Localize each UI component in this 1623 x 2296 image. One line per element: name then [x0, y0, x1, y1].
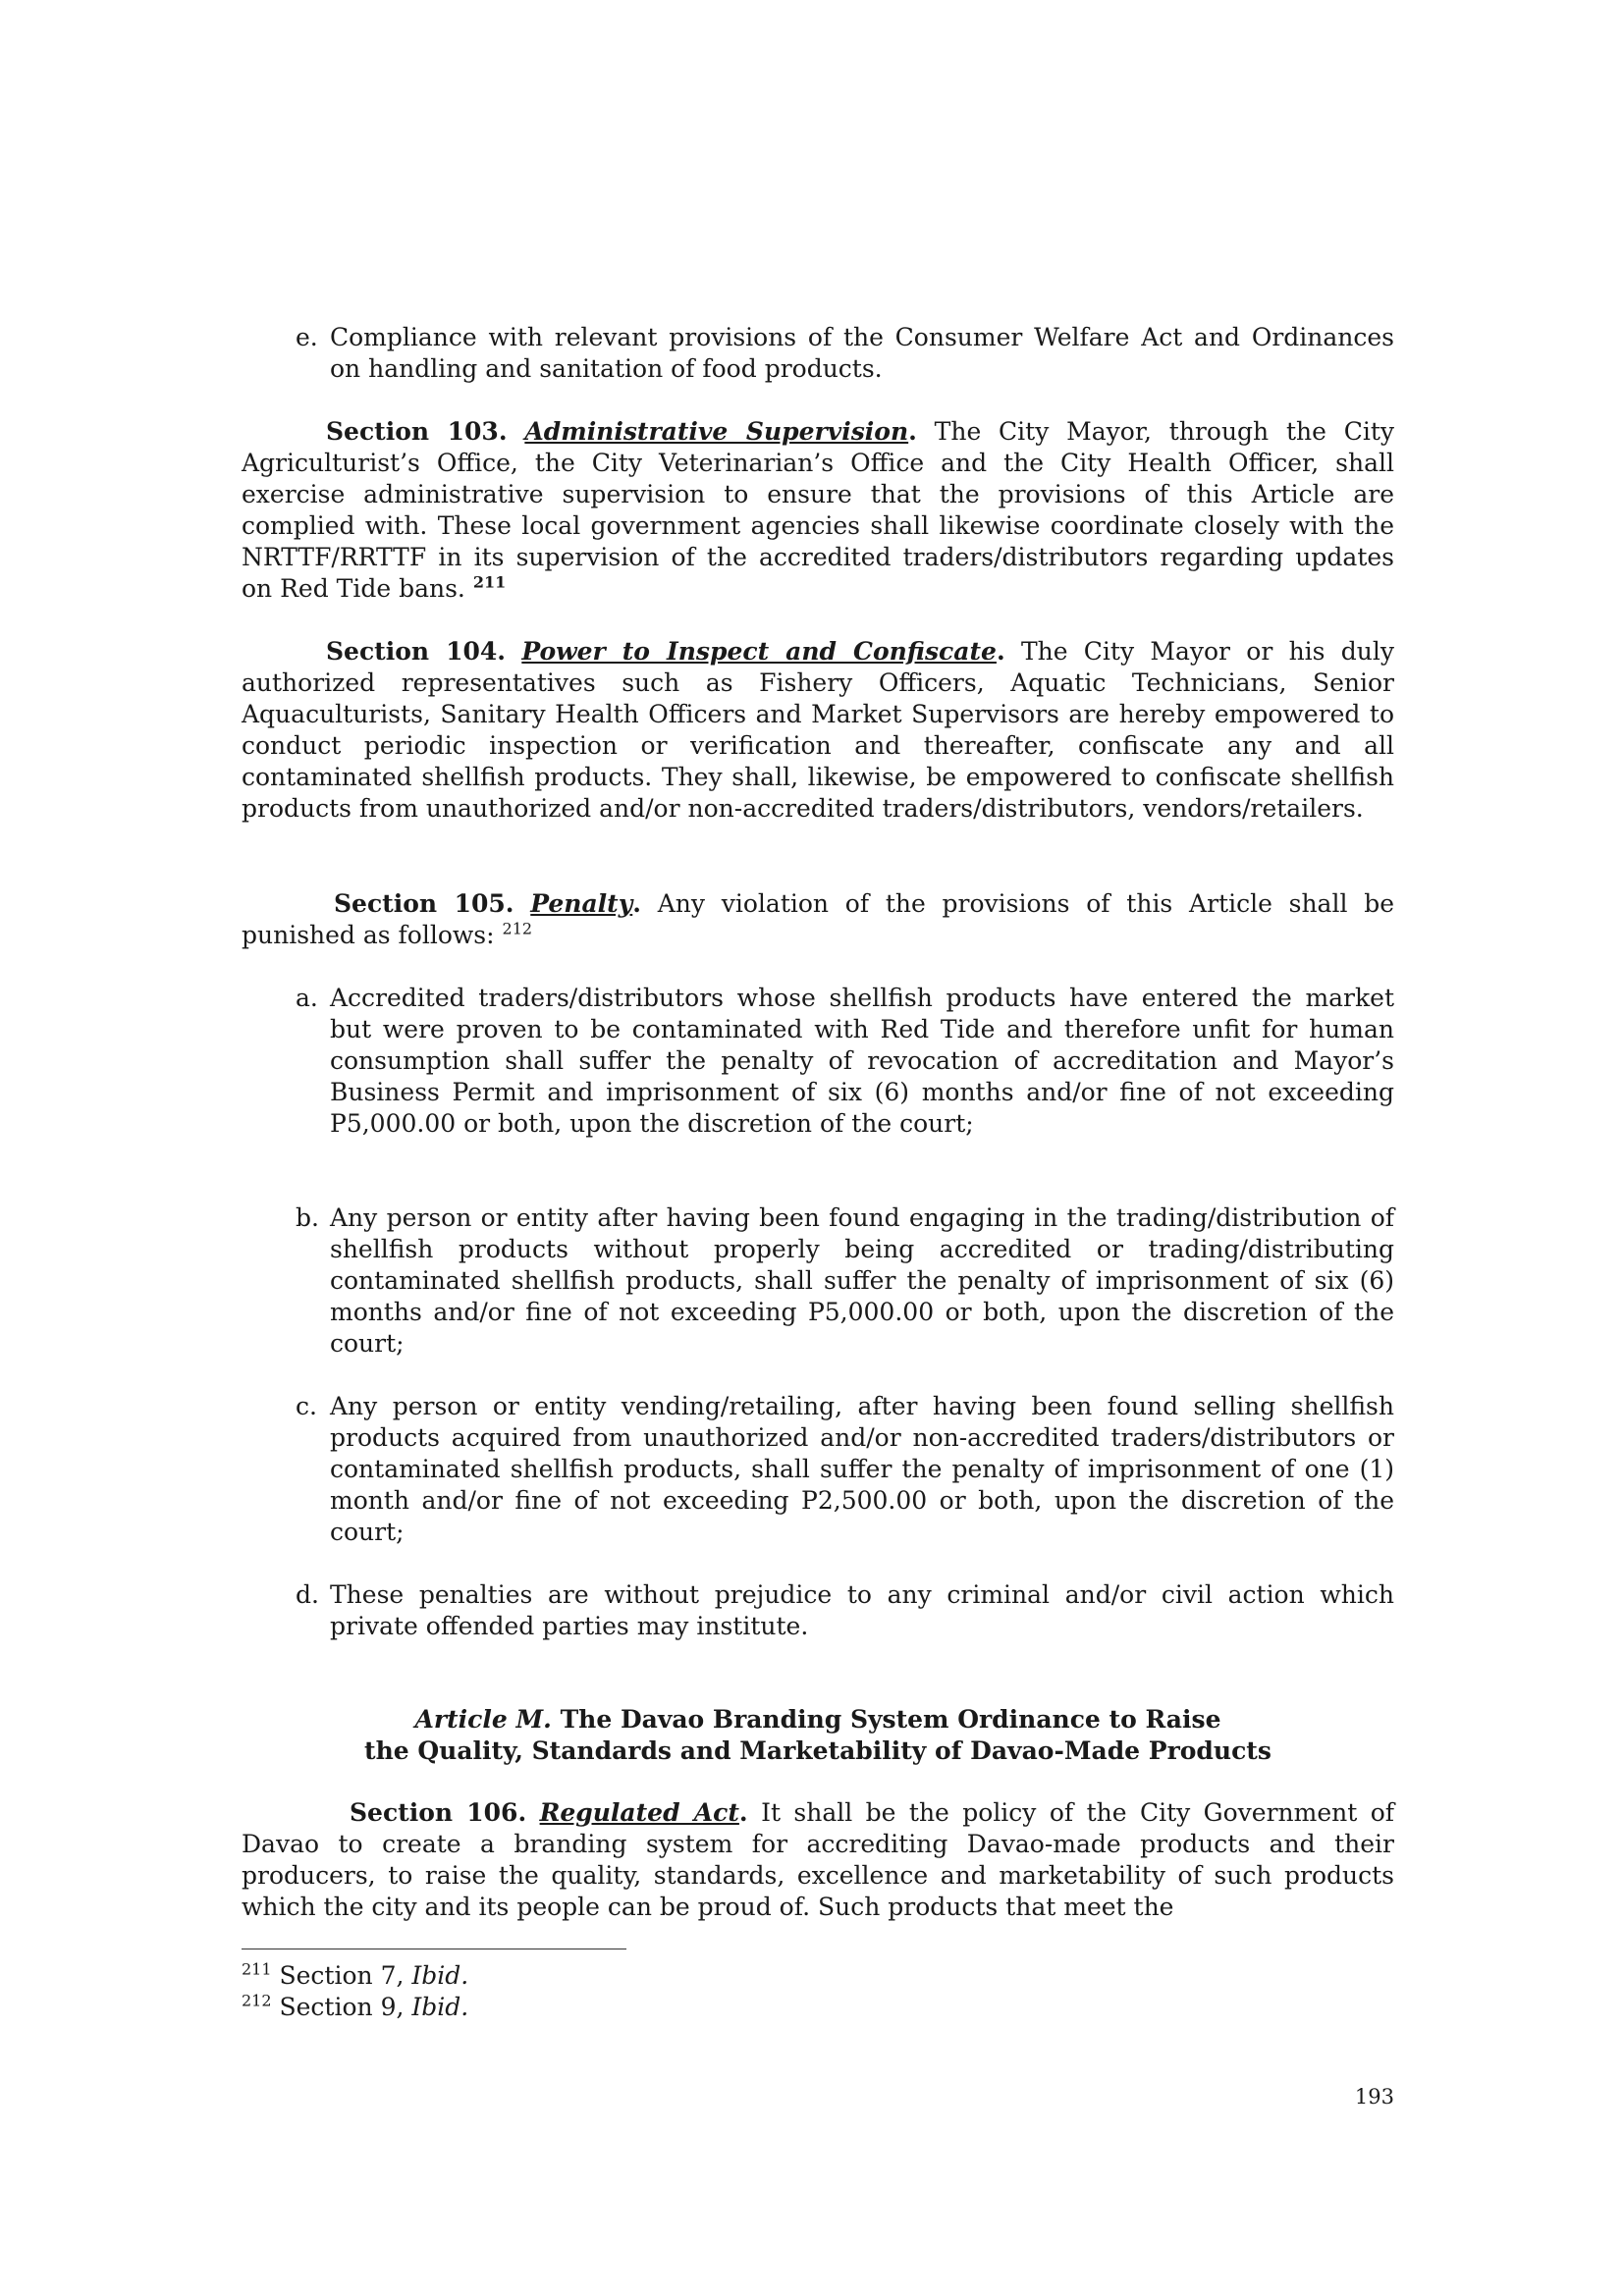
section-name: Power to Inspect and Confiscate [521, 637, 997, 666]
list-marker: c. [296, 1392, 317, 1420]
section-body: It shall be the policy of the City Government of Davao to create a branding system for accrediting Davao-made products and their producers, to raise the quality, standards, excellence and marketability of such products which the city and its people can be proud of. Such products that meet the [242, 1798, 1395, 1921]
list-marker: d. [296, 1580, 319, 1609]
section-number: Section 106. [350, 1798, 527, 1827]
section-body: Any violation of the provisions of this Article shall be punished as follows: [242, 889, 1395, 949]
section-name: Penalty [530, 889, 633, 918]
section-104: Section 104. Power to Inspect and Confiscate. The City Mayor or his duly authorized representatives such as Fishery Officers, Aquatic Technicians, Senior Aquaculturists, Sanitary Health Officers and Market Supervisors are hereby empowered to conduct periodic inspection or verification and thereafter, confiscate any and all contaminated shellfish products. They shall, likewise, be empowered to confiscate shellfish products from unauthorized and/or non-accredited traders/distributors, vendors/retailers. [242, 637, 1395, 823]
penalty-item-a [296, 983, 1394, 1140]
list-item-text: Accredited traders/distributors whose shellfish products have entered the market but were proven to be contaminated with Red Tide and therefore unfit for human consumption shall suffer the penalty of revocation of accreditation and Mayor’s Business Permit and imprisonment of six (6) months and/or fine of not exceeding P5,000.00 or both, upon the discretion of the court; [330, 984, 1394, 1138]
section-name: Regulated Act [539, 1798, 739, 1827]
article-title: The Davao Branding System Ordinance to Raise [560, 1705, 1221, 1734]
section-105: Section 105. Penalty. Any violation of the provisions of this Article shall be punished as follows: $^{212}$ [242, 889, 1395, 949]
footnote-reference: 211 [472, 572, 507, 592]
footnote-source: Ibid. [411, 1961, 469, 1990]
footnote-source: Ibid. [411, 1993, 469, 2021]
list-marker: a. [296, 984, 318, 1012]
footnote-reference: 212 [502, 919, 533, 938]
list-item-text: These penalties are without prejudice to any criminal and/or civil action which private offended parties may institute. [330, 1580, 1394, 1640]
footnote-text: Section 9, [279, 1993, 405, 2021]
section-number: Section 105. [334, 889, 514, 918]
list-marker: e. [296, 323, 318, 351]
section-name: Administrative Supervision [524, 417, 909, 446]
list-item-text: Any person or entity vending/retailing, after having been found selling shellfish products acquired from unauthorized and/or non-accredited traders/distributors or contaminated shellfish products, shall suffer the penalty of imprisonment of one (1) month and/or fine of not exceeding P2,500.00 or both, upon the discretion of the court; [330, 1392, 1394, 1546]
section-body: The City Mayor, through the City Agriculturist’s Office, the City Veterinarian’s Office and the City Health Officer, shall exercise administrative supervision to ensure that the provisions of this Article are complied with. These local government agencies shall likewise coordinate closely with the NRTTF/RRTTF in its supervision of the accredited traders/distributors regarding updates on Red Tide bans. [242, 417, 1394, 603]
article-heading-line1 [242, 1704, 1394, 1735]
section-number: Section 104. [326, 637, 507, 666]
article-label: Article M. [414, 1705, 552, 1734]
list-item-text: Any person or entity after having been found engaging in the trading/distribution of shellfish products without properly being accredited or trading/distributing contaminated shellfish products, shall suffer the penalty of imprisonment of six (6) months and/or fine of not exceeding P5,000.00 or both, upon the discretion of the court; [330, 1203, 1394, 1358]
page-number: 193 [1354, 2085, 1394, 2109]
penalty-item-d [296, 1579, 1394, 1642]
section-body: The City Mayor or his duly authorized representatives such as Fishery Officers, Aquatic Technicians, Senior Aquaculturists, Sanitary Health Officers and Market Supervisors are hereby empowered to conduct periodic inspection or verification and thereafter, confiscate any and all contaminated shellfish products. They shall, likewise, be empowered to confiscate shellfish products from unauthorized and/or non-accredited traders/distributors, vendors/retailers. [242, 637, 1395, 823]
penalty-item-b [296, 1202, 1394, 1360]
footnote-number: 211 [242, 1959, 272, 1979]
footnote-number: 212 [242, 1991, 272, 2010]
footnote-text: Section 7, [279, 1961, 405, 1990]
article-heading [242, 1704, 1394, 1767]
section-106: Section 106. Regulated Act. It shall be the policy of the City Government of Davao to create a branding system for accrediting Davao-made products and their producers, to raise the quality, standards, excellence and marketability of such products which the city and its people can be proud of. Such products that meet the [242, 1798, 1395, 1921]
penalty-item-c [296, 1391, 1394, 1548]
list-item-e [296, 322, 1394, 385]
article-title-line2: the Quality, Standards and Marketability of Davao-Made Products [364, 1736, 1271, 1765]
footnote-211 [242, 1960, 468, 1992]
section-number: Section 103. [326, 417, 508, 446]
list-item-text: Compliance with relevant provisions of the Consumer Welfare Act and Ordinances on handling and sanitation of food products. [330, 323, 1394, 383]
section-103: Section 103. Administrative Supervision. The City Mayor, through the City Agriculturist’s Office, the City Veterinarian’s Office and the City Health Officer, shall exercise administrative supervision to ensure that the provisions of this Article are complied with. These local government agencies shall likewise coordinate closely with the NRTTF/RRTTF in its supervision of the accredited traders/distributors regarding updates on Red Tide bans. $^{211}$ [242, 417, 1394, 603]
footnote-212 [242, 1992, 468, 2023]
list-marker: b. [296, 1203, 319, 1232]
